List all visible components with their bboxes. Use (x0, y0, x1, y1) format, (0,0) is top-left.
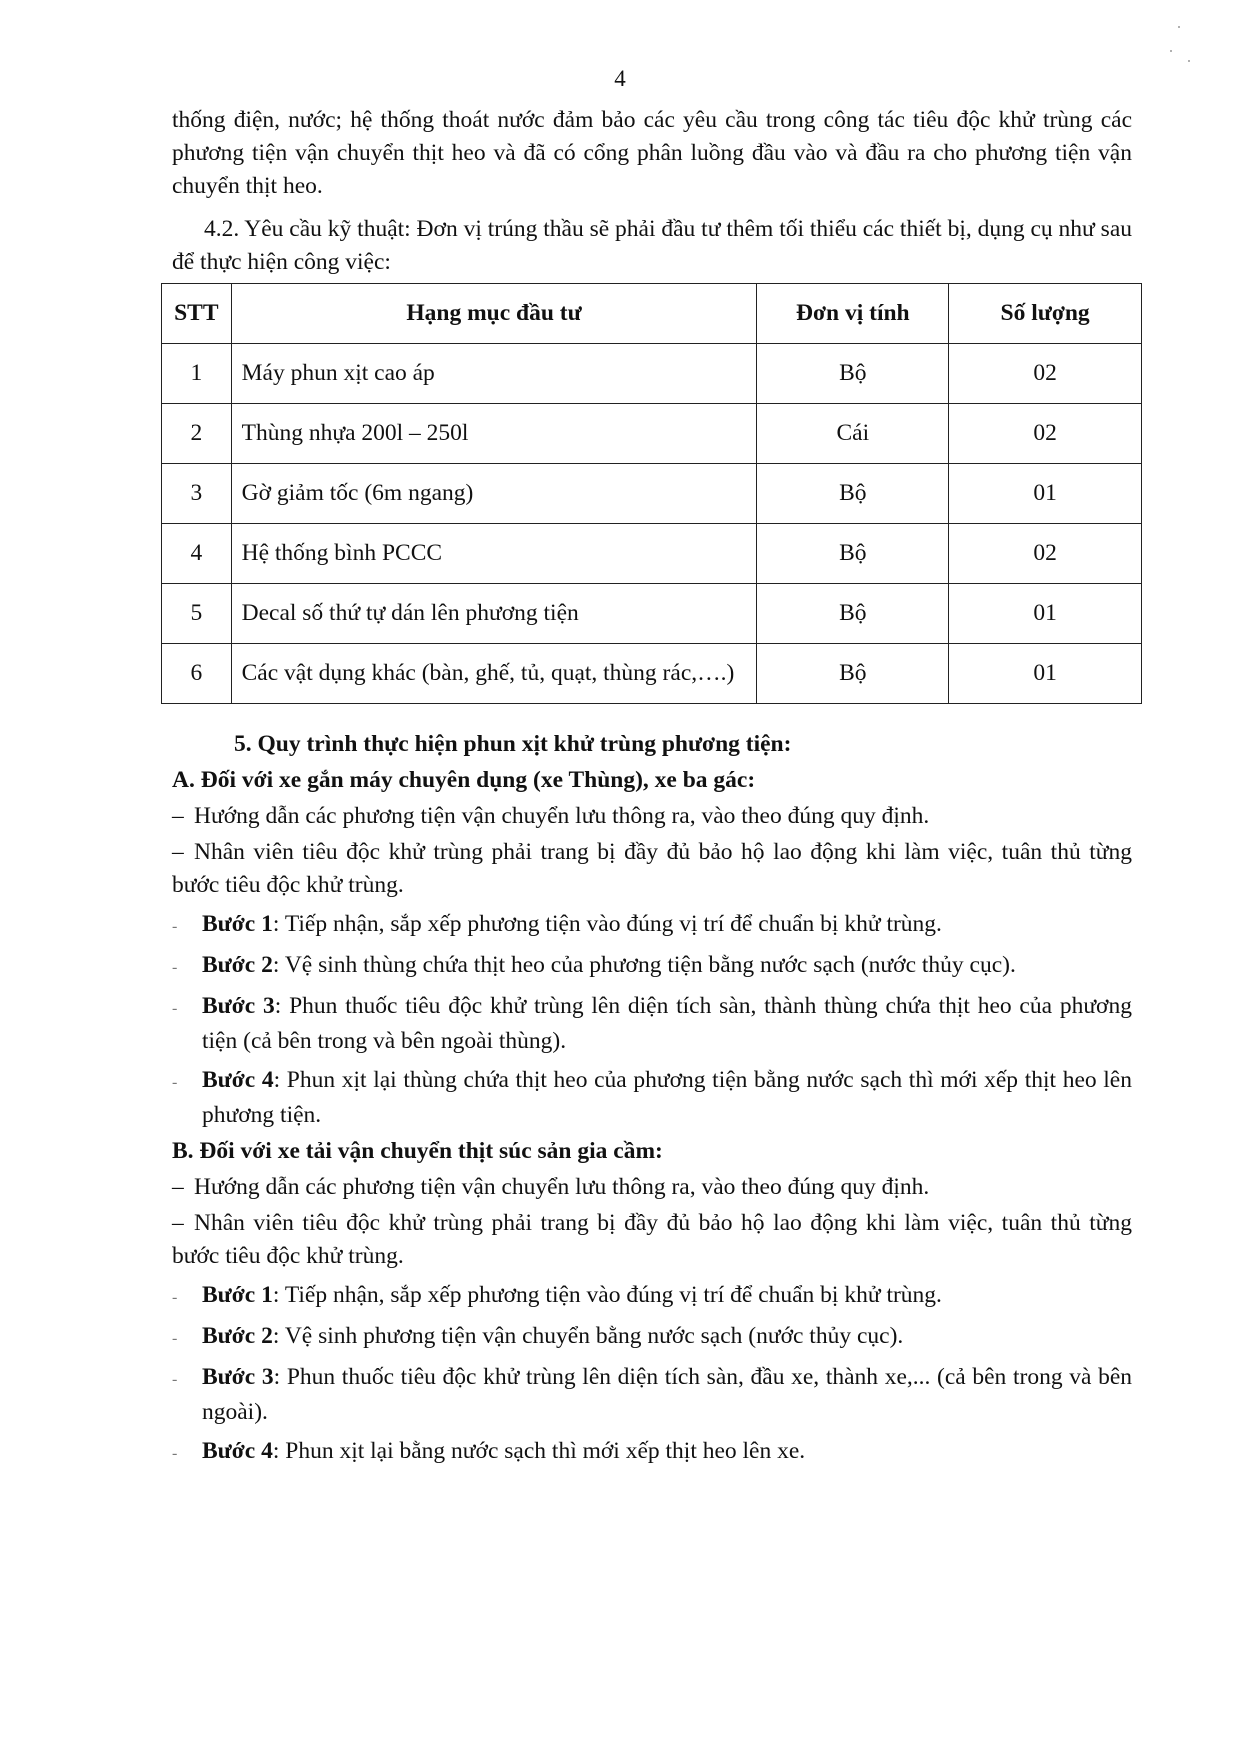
step-text: : Phun xịt lại thùng chứa thịt heo của phương tiện bằng nước sạch thì mới xếp thịt heo lên phương tiện. (202, 1067, 1132, 1128)
part-a-heading: A. Đối với xe gắn máy chuyên dụng (xe Thùng), xe ba gác: (172, 767, 756, 793)
step-label: Bước 2 (202, 952, 273, 978)
part-b-line (172, 1207, 1132, 1273)
step-text: : Tiếp nhận, sắp xếp phương tiện vào đúng vị trí để chuẩn bị khử trùng. (272, 911, 942, 937)
part-a-line (172, 800, 1132, 833)
cell-item: Máy phun xịt cao áp (231, 344, 757, 404)
scan-speck (1170, 50, 1172, 52)
cell-unit: Bộ (757, 524, 949, 584)
step-label: Bước 2 (202, 1323, 273, 1349)
cell-qty: 01 (949, 464, 1142, 524)
step-dash-marker: - (172, 1445, 178, 1462)
cell-unit: Bộ (757, 644, 949, 704)
step-text: : Phun thuốc tiêu độc khử trùng lên diện tích sàn, thành thùng chứa thịt heo của phương tiện (cả bên trong và bên ngoài thùng). (202, 993, 1132, 1054)
table-row (162, 524, 1142, 584)
step-label: Bước 3 (202, 1364, 274, 1390)
part-a-step (172, 949, 1132, 984)
cell-stt: 3 (162, 464, 232, 524)
cell-item: Các vật dụng khác (bàn, ghế, tủ, quạt, thùng rác,….) (231, 644, 757, 704)
dash-marker: – (172, 1174, 184, 1200)
step-text: : Phun xịt lại bằng nước sạch thì mới xếp thịt heo lên xe. (272, 1438, 806, 1464)
part-a-step (172, 1064, 1132, 1132)
cell-stt: 5 (162, 584, 232, 644)
part-a-step (172, 908, 1132, 943)
cell-qty: 01 (949, 644, 1142, 704)
dash-marker: – (172, 803, 184, 829)
table-header-row (162, 284, 1142, 344)
table-row (162, 344, 1142, 404)
part-b-step (172, 1435, 1132, 1470)
step-label: Bước 1 (202, 1282, 273, 1308)
cell-stt: 6 (162, 644, 232, 704)
cell-item: Gờ giảm tốc (6m ngang) (231, 464, 757, 524)
step-text: : Vệ sinh thùng chứa thịt heo của phương tiện bằng nước sạch (nước thủy cục). (272, 952, 1016, 978)
scan-speck (1178, 26, 1180, 28)
part-b-line-text: Nhân viên tiêu độc khử trùng phải trang bị đầy đủ bảo hộ lao động khi làm việc, tuân thủ từng bước tiêu độc khử trùng. (172, 1210, 1132, 1269)
header-qty: Số lượng (949, 284, 1142, 344)
step-text: : Tiếp nhận, sắp xếp phương tiện vào đúng vị trí để chuẩn bị khử trùng. (272, 1282, 942, 1308)
header-stt: STT (162, 284, 232, 344)
part-b-step (172, 1320, 1132, 1355)
cell-stt: 1 (162, 344, 232, 404)
cell-qty: 02 (949, 344, 1142, 404)
investment-table (161, 283, 1142, 704)
part-a-line (172, 836, 1132, 902)
cell-unit: Bộ (757, 344, 949, 404)
cell-item: Thùng nhựa 200l – 250l (231, 404, 757, 464)
scan-speck (1188, 60, 1190, 62)
part-a-line-text: Hướng dẫn các phương tiện vận chuyển lưu thông ra, vào theo đúng quy định. (194, 803, 930, 829)
dash-marker: – (172, 839, 184, 865)
cell-stt: 4 (162, 524, 232, 584)
step-dash-marker: - (172, 1000, 178, 1017)
step-text: : Vệ sinh phương tiện vận chuyển bằng nước sạch (nước thủy cục). (272, 1323, 904, 1349)
table-row (162, 464, 1142, 524)
step-label: Bước 4 (202, 1438, 273, 1464)
part-b-step (172, 1361, 1132, 1429)
table-row (162, 584, 1142, 644)
part-b-step (172, 1279, 1132, 1314)
section-5-heading: 5. Quy trình thực hiện phun xịt khử trùng phương tiện: (234, 731, 792, 757)
cell-qty: 02 (949, 404, 1142, 464)
table-row (162, 644, 1142, 704)
step-dash-marker: - (172, 1074, 178, 1091)
header-item: Hạng mục đầu tư (231, 284, 757, 344)
cell-unit: Cái (757, 404, 949, 464)
part-b-line-text: Hướng dẫn các phương tiện vận chuyển lưu thông ra, vào theo đúng quy định. (194, 1174, 930, 1200)
part-b-line (172, 1171, 1132, 1204)
header-unit: Đơn vị tính (757, 284, 949, 344)
step-dash-marker: - (172, 1330, 178, 1347)
cell-unit: Bộ (757, 464, 949, 524)
step-label: Bước 3 (202, 993, 275, 1019)
cell-stt: 2 (162, 404, 232, 464)
page-number: 4 (614, 66, 626, 91)
cell-item: Decal số thứ tự dán lên phương tiện (231, 584, 757, 644)
part-b-heading: B. Đối với xe tải vận chuyển thịt súc sản gia cầm: (172, 1138, 663, 1164)
step-dash-marker: - (172, 1289, 178, 1306)
cell-item: Hệ thống bình PCCC (231, 524, 757, 584)
step-dash-marker: - (172, 959, 178, 976)
intro-paragraph-2: 4.2. Yêu cầu kỹ thuật: Đơn vị trúng thầu sẽ phải đầu tư thêm tối thiểu các thiết bị, dụng cụ như sau để thực hiện công việc: (172, 216, 1132, 275)
step-text: : Phun thuốc tiêu độc khử trùng lên diện tích sàn, đầu xe, thành xe,... (cả bên trong và bên ngoài). (202, 1364, 1132, 1425)
cell-unit: Bộ (757, 584, 949, 644)
step-label: Bước 4 (202, 1067, 274, 1093)
cell-qty: 02 (949, 524, 1142, 584)
step-label: Bước 1 (202, 911, 273, 937)
part-a-line-text: Nhân viên tiêu độc khử trùng phải trang bị đầy đủ bảo hộ lao động khi làm việc, tuân thủ từng bước tiêu độc khử trùng. (172, 839, 1132, 898)
intro-paragraph-1: thống điện, nước; hệ thống thoát nước đảm bảo các yêu cầu trong công tác tiêu độc khử trùng các phương tiện vận chuyển thịt heo và đã có cổng phân luồng đầu vào và đầu ra cho phương tiện vận chuyển thịt heo. (172, 107, 1132, 199)
cell-qty: 01 (949, 584, 1142, 644)
part-a-step (172, 990, 1132, 1058)
dash-marker: – (172, 1210, 184, 1236)
step-dash-marker: - (172, 1371, 178, 1388)
table-row (162, 404, 1142, 464)
step-dash-marker: - (172, 918, 178, 935)
document-body (172, 104, 1132, 1470)
